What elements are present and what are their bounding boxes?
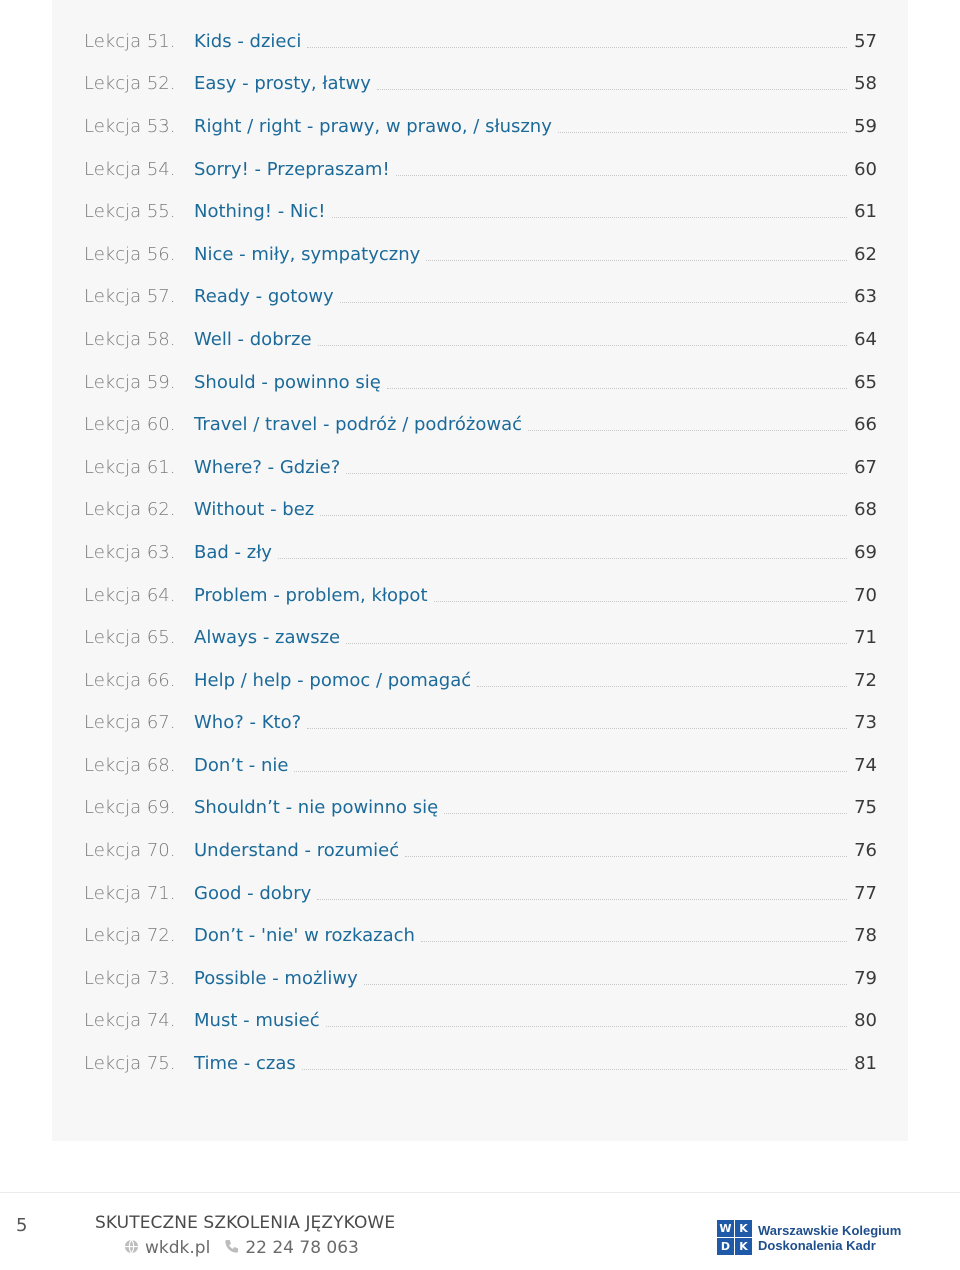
wkdk-logo	[717, 1220, 901, 1255]
toc-dot-leader	[340, 302, 847, 303]
toc-page-number: 62	[854, 243, 877, 265]
toc-dot-leader	[477, 686, 847, 687]
toc-lesson-title[interactable]: Understand - rozumieć	[194, 840, 400, 862]
toc-lesson-title[interactable]: Without - bez	[194, 499, 315, 521]
phone-icon	[224, 1239, 239, 1258]
toc-lesson-title[interactable]: Bad - zły	[194, 541, 272, 563]
toc-lesson-number: Lekcja 75.	[84, 1053, 176, 1075]
toc-page-number: 66	[854, 414, 877, 436]
toc-dot-leader	[317, 899, 847, 900]
toc-lesson-number: Lekcja 73.	[84, 967, 176, 989]
toc-lesson-title[interactable]: Time - czas	[194, 1053, 296, 1075]
toc-entry[interactable]	[84, 957, 877, 1000]
toc-dot-leader	[364, 984, 847, 985]
website-link[interactable]: wkdk.pl	[145, 1238, 211, 1258]
toc-entry[interactable]	[84, 403, 877, 446]
toc-entry[interactable]	[84, 148, 877, 191]
toc-lesson-number: Lekcja 56.	[84, 243, 176, 265]
phone-number[interactable]: 22 24 78 063	[245, 1238, 359, 1258]
toc-lesson-number: Lekcja 74.	[84, 1010, 176, 1032]
toc-lesson-number: Lekcja 72.	[84, 925, 176, 947]
toc-lesson-number: Lekcja 54.	[84, 158, 176, 180]
toc-page-number: 68	[854, 499, 877, 521]
toc-lesson-title[interactable]: Easy - prosty, łatwy	[194, 73, 371, 95]
toc-lesson-title[interactable]: Kids - dzieci	[194, 30, 302, 52]
toc-entry[interactable]	[84, 318, 877, 361]
toc-lesson-number: Lekcja 59.	[84, 371, 176, 393]
toc-lesson-title[interactable]: Ready - gotowy	[194, 286, 334, 308]
toc-page-number: 76	[854, 840, 877, 862]
toc-dot-leader	[307, 728, 847, 729]
toc-lesson-title[interactable]: Always - zawsze	[194, 627, 341, 649]
toc-page-number: 81	[854, 1053, 877, 1075]
toc-lesson-title[interactable]: Good - dobry	[194, 882, 312, 904]
toc-lesson-number: Lekcja 71.	[84, 882, 176, 904]
toc-lesson-title[interactable]: Problem - problem, kłopot	[194, 584, 428, 606]
toc-lesson-title[interactable]: Sorry! - Przepraszam!	[194, 158, 390, 180]
toc-lesson-number: Lekcja 69.	[84, 797, 176, 819]
toc-lesson-number: Lekcja 65.	[84, 627, 176, 649]
toc-lesson-number: Lekcja 57.	[84, 286, 176, 308]
toc-lesson-number: Lekcja 67.	[84, 712, 176, 734]
toc-lesson-number: Lekcja 70.	[84, 840, 176, 862]
toc-lesson-title[interactable]: Where? - Gdzie?	[194, 456, 341, 478]
toc-dot-leader	[396, 175, 847, 176]
footer-contact	[124, 1238, 359, 1258]
page-footer	[0, 1192, 960, 1270]
toc-entry[interactable]	[84, 233, 877, 276]
toc-page-number: 69	[854, 541, 877, 563]
toc-lesson-title[interactable]: Help / help - pomoc / pomagać	[194, 669, 472, 691]
toc-dot-leader	[421, 941, 847, 942]
toc-lesson-number: Lekcja 66.	[84, 669, 176, 691]
toc-lesson-title[interactable]: Well - dobrze	[194, 328, 312, 350]
toc-page-number: 61	[854, 201, 877, 223]
toc-dot-leader	[405, 856, 847, 857]
toc-lesson-title[interactable]: Must - musieć	[194, 1010, 320, 1032]
toc-lesson-title[interactable]: Don’t - nie	[194, 754, 289, 776]
logo-text: Warszawskie Kolegium Doskonalenia Kadr	[758, 1222, 902, 1253]
toc-entry[interactable]	[84, 829, 877, 872]
toc-entry[interactable]	[84, 744, 877, 787]
toc-entry[interactable]	[84, 702, 877, 745]
toc-lesson-title[interactable]: Should - powinno się	[194, 371, 381, 393]
toc-dot-leader	[558, 132, 847, 133]
toc-lesson-number: Lekcja 51.	[84, 30, 176, 52]
toc-lesson-number: Lekcja 55.	[84, 201, 176, 223]
toc-page-number: 59	[854, 115, 877, 137]
toc-dot-leader	[326, 1026, 847, 1027]
logo-mark: W K D K	[717, 1220, 752, 1255]
toc-dot-leader	[278, 558, 847, 559]
toc-page-number: 71	[854, 627, 877, 649]
toc-dot-leader	[434, 601, 848, 602]
page-number: 5	[16, 1215, 28, 1236]
toc-page-number: 58	[854, 73, 877, 95]
toc-entry[interactable]	[84, 361, 877, 404]
toc-dot-leader	[332, 217, 847, 218]
toc-page-number: 75	[854, 797, 877, 819]
toc-lesson-title[interactable]: Nice - miły, sympatyczny	[194, 243, 421, 265]
toc-entry[interactable]	[84, 63, 877, 106]
toc-entry[interactable]	[84, 446, 877, 489]
toc-lesson-number: Lekcja 68.	[84, 754, 176, 776]
toc-lesson-number: Lekcja 52.	[84, 73, 176, 95]
toc-dot-leader	[377, 89, 847, 90]
toc-entry[interactable]	[84, 531, 877, 574]
toc-dot-leader	[426, 260, 847, 261]
toc-entry[interactable]	[84, 1042, 877, 1085]
toc-page-number: 74	[854, 754, 877, 776]
toc-entry[interactable]	[84, 105, 877, 148]
toc-lesson-number: Lekcja 58.	[84, 328, 176, 350]
toc-lesson-title[interactable]: Right / right - prawy, w prawo, / słuszny	[194, 115, 552, 137]
toc-entry[interactable]	[84, 574, 877, 617]
toc-dot-leader	[346, 643, 847, 644]
toc-page-number: 77	[854, 882, 877, 904]
toc-entry[interactable]	[84, 489, 877, 532]
toc-entry[interactable]	[84, 1000, 877, 1043]
footer-brand: SKUTECZNE SZKOLENIA JĘZYKOWE	[95, 1213, 396, 1233]
toc-dot-leader	[307, 47, 847, 48]
toc-page-number: 78	[854, 925, 877, 947]
toc-dot-leader	[302, 1069, 847, 1070]
toc-entry[interactable]	[84, 914, 877, 957]
globe-icon	[124, 1239, 139, 1258]
toc-entry[interactable]	[84, 20, 877, 63]
toc-entry[interactable]	[84, 190, 877, 233]
toc-dot-leader	[387, 388, 847, 389]
toc-entry[interactable]	[84, 276, 877, 319]
toc-dot-leader	[320, 515, 847, 516]
toc-lesson-number: Lekcja 53.	[84, 115, 176, 137]
toc-entry[interactable]	[84, 872, 877, 915]
toc-dot-leader	[318, 345, 847, 346]
toc-lesson-number: Lekcja 60.	[84, 414, 176, 436]
toc-page-number: 63	[854, 286, 877, 308]
toc-page-number: 72	[854, 669, 877, 691]
toc-lesson-number: Lekcja 62.	[84, 499, 176, 521]
toc-entry[interactable]	[84, 616, 877, 659]
toc-page-number: 70	[854, 584, 877, 606]
toc-page-number: 64	[854, 328, 877, 350]
toc-dot-leader	[294, 771, 847, 772]
toc-page-number: 73	[854, 712, 877, 734]
toc-page-number: 57	[854, 30, 877, 52]
toc-page-number: 80	[854, 1010, 877, 1032]
toc-lesson-title[interactable]: Nothing! - Nic!	[194, 201, 326, 223]
toc-dot-leader	[528, 430, 847, 431]
toc-dot-leader	[346, 473, 847, 474]
toc-dot-leader	[444, 813, 847, 814]
table-of-contents	[84, 20, 877, 1085]
toc-lesson-title[interactable]: Possible - możliwy	[194, 967, 358, 989]
toc-lesson-title[interactable]: Shouldn’t - nie powinno się	[194, 797, 439, 819]
toc-entry[interactable]	[84, 659, 877, 702]
toc-lesson-title[interactable]: Travel / travel - podróż / podróżować	[194, 414, 522, 436]
toc-lesson-title[interactable]: Who? - Kto?	[194, 712, 302, 734]
toc-entry[interactable]	[84, 787, 877, 830]
toc-page-number: 60	[854, 158, 877, 180]
toc-page-number: 65	[854, 371, 877, 393]
toc-lesson-number: Lekcja 61.	[84, 456, 176, 478]
toc-page-number: 67	[854, 456, 877, 478]
toc-lesson-number: Lekcja 63.	[84, 541, 176, 563]
toc-lesson-title[interactable]: Don’t - 'nie' w rozkazach	[194, 925, 415, 947]
toc-lesson-number: Lekcja 64.	[84, 584, 176, 606]
toc-page-number: 79	[854, 967, 877, 989]
